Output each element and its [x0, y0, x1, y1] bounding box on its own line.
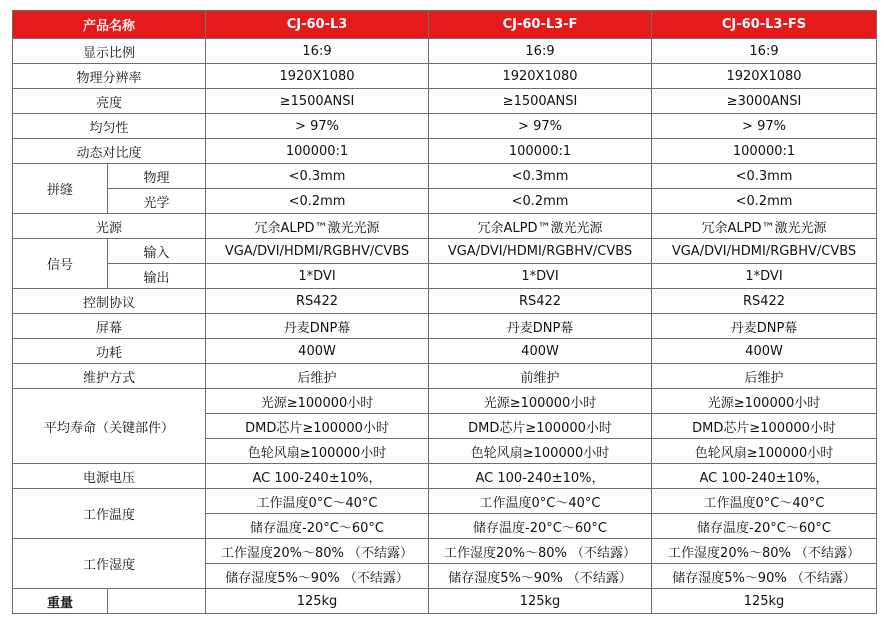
row-label: 工作湿度: [13, 539, 206, 589]
cell: 工作湿度20%～80% （不结露）: [206, 539, 429, 564]
table-row: [13, 464, 877, 489]
cell: AC 100-240±10%，: [429, 464, 652, 489]
cell: 工作温度0°C～40°C: [206, 489, 429, 514]
cell: 16:9: [206, 39, 429, 64]
row-label: 重量: [13, 589, 108, 614]
cell: <0.3mm: [429, 164, 652, 189]
empty-cell: [108, 589, 206, 614]
row-label: 控制协议: [13, 289, 206, 314]
cell: VGA/DVI/HDMI/RGBHV/CVBS: [652, 239, 877, 264]
cell: 后维护: [206, 364, 429, 389]
cell: 储存温度-20°C～60°C: [206, 514, 429, 539]
row-sublabel: 光学: [108, 189, 206, 214]
cell: 丹麦DNP幕: [429, 314, 652, 339]
cell: 1920X1080: [429, 64, 652, 89]
cell: 1920X1080: [206, 64, 429, 89]
row-label: 光源: [13, 214, 206, 239]
row-label: 功耗: [13, 339, 206, 364]
row-sublabel: 输入: [108, 239, 206, 264]
cell: 125kg: [429, 589, 652, 614]
cell: 光源≥100000小时: [429, 389, 652, 414]
cell: 工作温度0°C～40°C: [652, 489, 877, 514]
table-row: [13, 389, 877, 414]
cell: 400W: [429, 339, 652, 364]
table-row: [13, 314, 877, 339]
cell: > 97%: [652, 114, 877, 139]
cell: RS422: [652, 289, 877, 314]
row-sublabel: 物理: [108, 164, 206, 189]
cell: <0.2mm: [652, 189, 877, 214]
table-row: [13, 339, 877, 364]
cell: DMD芯片≥100000小时: [429, 414, 652, 439]
cell: VGA/DVI/HDMI/RGBHV/CVBS: [429, 239, 652, 264]
cell: 储存湿度5%～90% （不结露）: [206, 564, 429, 589]
table-row: [13, 214, 877, 239]
cell: 16:9: [429, 39, 652, 64]
cell: 125kg: [206, 589, 429, 614]
table-row: [13, 289, 877, 314]
cell: 16:9: [652, 39, 877, 64]
table-row: [13, 489, 877, 514]
table-row: [13, 39, 877, 64]
cell: 丹麦DNP幕: [652, 314, 877, 339]
cell: 冗余ALPD™激光光源: [206, 214, 429, 239]
cell: > 97%: [206, 114, 429, 139]
row-label: 电源电压: [13, 464, 206, 489]
cell: DMD芯片≥100000小时: [652, 414, 877, 439]
row-label: 屏幕: [13, 314, 206, 339]
cell: 100000:1: [652, 139, 877, 164]
cell: 储存温度-20°C～60°C: [429, 514, 652, 539]
table-row: [13, 114, 877, 139]
spec-table: [12, 10, 877, 614]
cell: 400W: [206, 339, 429, 364]
row-label: 物理分辨率: [13, 64, 206, 89]
cell: 1920X1080: [652, 64, 877, 89]
cell: 工作温度0°C～40°C: [429, 489, 652, 514]
cell: 色轮风扇≥100000小时: [429, 439, 652, 464]
cell: <0.3mm: [206, 164, 429, 189]
table-row: [13, 189, 877, 214]
table-row: [13, 239, 877, 264]
model-header-1: CJ-60-L3: [206, 11, 429, 39]
cell: 光源≥100000小时: [652, 389, 877, 414]
cell: ≥3000ANSI: [652, 89, 877, 114]
cell: <0.2mm: [429, 189, 652, 214]
row-label: 动态对比度: [13, 139, 206, 164]
cell: <0.3mm: [652, 164, 877, 189]
cell: VGA/DVI/HDMI/RGBHV/CVBS: [206, 239, 429, 264]
table-row: [13, 364, 877, 389]
cell: 储存湿度5%～90% （不结露）: [652, 564, 877, 589]
cell: 色轮风扇≥100000小时: [206, 439, 429, 464]
row-label: 亮度: [13, 89, 206, 114]
row-label: 工作温度: [13, 489, 206, 539]
cell: 1*DVI: [652, 264, 877, 289]
model-header-2: CJ-60-L3-F: [429, 11, 652, 39]
cell: 前维护: [429, 364, 652, 389]
header-row: [13, 11, 877, 39]
cell: DMD芯片≥100000小时: [206, 414, 429, 439]
cell: 工作湿度20%～80% （不结露）: [429, 539, 652, 564]
cell: 丹麦DNP幕: [206, 314, 429, 339]
table-row: [13, 264, 877, 289]
table-row: [13, 64, 877, 89]
cell: 100000:1: [429, 139, 652, 164]
table-row: [13, 164, 877, 189]
row-sublabel: 输出: [108, 264, 206, 289]
cell: ≥1500ANSI: [206, 89, 429, 114]
cell: 冗余ALPD™激光光源: [429, 214, 652, 239]
table-row: [13, 139, 877, 164]
cell: AC 100-240±10%，: [652, 464, 877, 489]
row-label: 显示比例: [13, 39, 206, 64]
model-header-3: CJ-60-L3-FS: [652, 11, 877, 39]
cell: <0.2mm: [206, 189, 429, 214]
row-label: 均匀性: [13, 114, 206, 139]
cell: ≥1500ANSI: [429, 89, 652, 114]
table-row: [13, 589, 877, 614]
cell: 100000:1: [206, 139, 429, 164]
cell: 储存湿度5%～90% （不结露）: [429, 564, 652, 589]
row-group-label: 拼缝: [13, 164, 108, 214]
product-name-header: 产品名称: [13, 11, 206, 39]
row-group-label: 信号: [13, 239, 108, 289]
cell: > 97%: [429, 114, 652, 139]
cell: 工作湿度20%～80% （不结露）: [652, 539, 877, 564]
cell: 1*DVI: [206, 264, 429, 289]
cell: 冗余ALPD™激光光源: [652, 214, 877, 239]
cell: AC 100-240±10%，: [206, 464, 429, 489]
table-row: [13, 539, 877, 564]
cell: 光源≥100000小时: [206, 389, 429, 414]
cell: 1*DVI: [429, 264, 652, 289]
cell: RS422: [206, 289, 429, 314]
cell: 125kg: [652, 589, 877, 614]
cell: 400W: [652, 339, 877, 364]
cell: 储存温度-20°C～60°C: [652, 514, 877, 539]
row-label: 平均寿命（关键部件）: [13, 389, 206, 464]
cell: 色轮风扇≥100000小时: [652, 439, 877, 464]
row-label: 维护方式: [13, 364, 206, 389]
cell: RS422: [429, 289, 652, 314]
cell: 后维护: [652, 364, 877, 389]
table-row: [13, 89, 877, 114]
